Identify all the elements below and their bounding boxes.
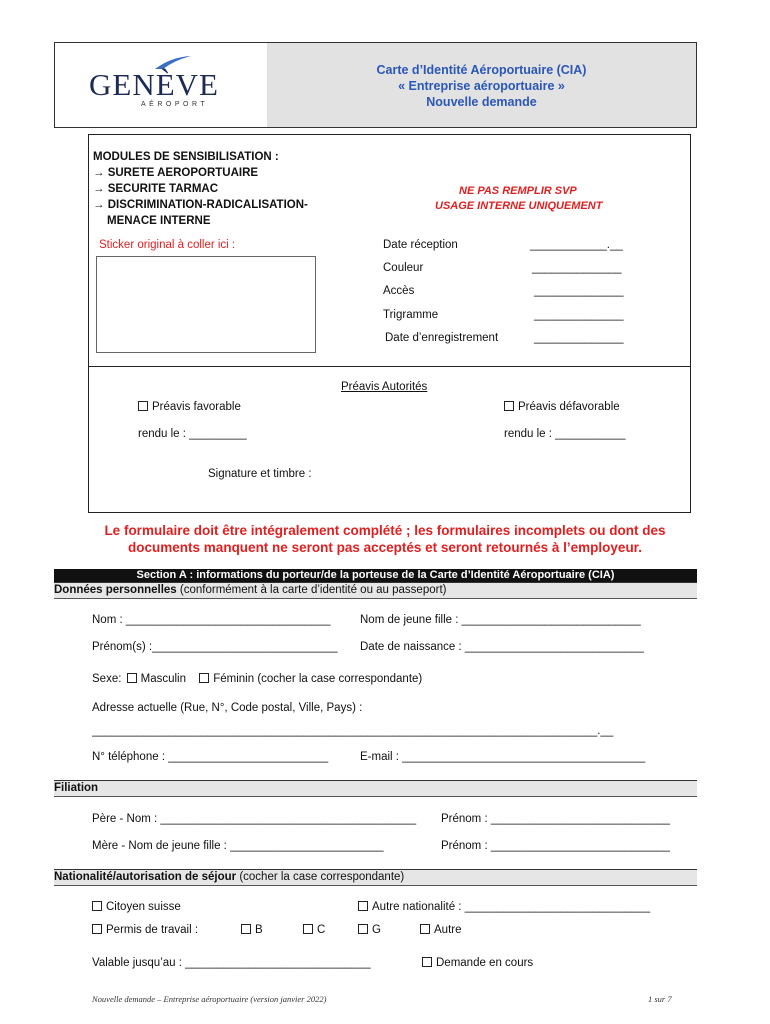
- adresse-field[interactable]: _______________________________________________________________________________.__: [92, 725, 614, 737]
- permis-c-option: C: [303, 924, 325, 936]
- admin-field-blank: ______________: [534, 285, 624, 297]
- internal-note-1: NE PAS REMPLIR SVP: [459, 185, 577, 197]
- prenoms-field[interactable]: Prénom(s) :_____________________________: [92, 641, 338, 653]
- warning-line-1: Le formulaire doit être intégralement complété ; les formulaires incomplets ou dont des: [104, 523, 666, 538]
- section-a-title: Section A : informations du porteur/de la porteuse de la Carte d’Identité Aéroportuaire (CIA): [54, 569, 697, 582]
- module-item-1: → SURETE AEROPORTUAIRE: [93, 167, 259, 179]
- module-item-3: → DISCRIMINATION-RADICALISATION-: [93, 199, 308, 211]
- preavis-favorable: Préavis favorable: [138, 401, 241, 413]
- checkbox-permis[interactable]: [92, 924, 102, 934]
- admin-field-blank: ______________: [534, 332, 624, 344]
- date-naissance-field[interactable]: Date de naissance : ____________________________: [360, 641, 644, 653]
- preavis-defavorable: Préavis défavorable: [504, 401, 620, 413]
- warning-line-2: documents manquent ne seront pas acceptés et seront retournés à l’employeur.: [128, 540, 642, 555]
- pere-prenom-field[interactable]: Prénom : ____________________________: [441, 813, 670, 825]
- logo-subtitle: AÉROPORT: [141, 101, 209, 108]
- adresse-label: Adresse actuelle (Rue, N°, Code postal, Ville, Pays) :: [92, 702, 363, 714]
- rendu-le-left[interactable]: rendu le : _________: [138, 428, 247, 440]
- admin-field-label: Date réception: [383, 239, 458, 251]
- pere-nom-field[interactable]: Père - Nom : ________________________________________: [92, 813, 417, 825]
- permis-option: Permis de travail :: [92, 924, 198, 936]
- permis-b-option: B: [241, 924, 263, 936]
- email-field[interactable]: E-mail : ______________________________________: [360, 751, 646, 763]
- footer-left: Nouvelle demande – Entreprise aéroportuaire (version janvier 2022): [92, 994, 327, 1004]
- nom-field[interactable]: Nom : ________________________________: [92, 614, 331, 626]
- telephone-field[interactable]: N° téléphone : _________________________: [92, 751, 329, 763]
- internal-use-box: [88, 134, 691, 513]
- checkbox[interactable]: [138, 401, 148, 411]
- admin-field-blank: ______________: [532, 262, 622, 274]
- filiation-subhead: Filiation: [54, 780, 697, 797]
- checkbox-feminin[interactable]: [199, 673, 209, 683]
- title-cell: [267, 43, 696, 127]
- demande-en-cours-option: Demande en cours: [422, 957, 533, 969]
- admin-field-blank: ______________: [534, 309, 624, 321]
- checkbox-masculin[interactable]: [127, 673, 137, 683]
- checkbox-autre-permis[interactable]: [420, 924, 430, 934]
- module-item-3b: MENACE INTERNE: [107, 215, 211, 227]
- mere-nom-field[interactable]: Mère - Nom de jeune fille : ________________________: [92, 840, 384, 852]
- modules-heading: MODULES DE SENSIBILISATION :: [93, 151, 279, 163]
- box-divider: [89, 366, 690, 367]
- preavis-title: Préavis Autorités: [341, 381, 428, 393]
- completion-warning: [80, 522, 690, 556]
- admin-field-blank: ____________.__: [530, 239, 623, 251]
- checkbox-permis-g[interactable]: [358, 924, 368, 934]
- internal-note-2: USAGE INTERNE UNIQUEMENT: [435, 200, 603, 212]
- checkbox[interactable]: [504, 401, 514, 411]
- logo-cell: [55, 43, 268, 127]
- title-line-2: « Entreprise aéroportuaire »: [398, 79, 565, 93]
- permis-g-option: G: [358, 924, 381, 936]
- admin-field-label: Date d’enregistrement: [385, 332, 499, 344]
- page-number: 1 sur 7: [648, 994, 672, 1004]
- form-header: [54, 42, 697, 128]
- checkbox-autre-nationalite[interactable]: [358, 901, 368, 911]
- rendu-le-right[interactable]: rendu le : ___________: [504, 428, 626, 440]
- signature-label: Signature et timbre :: [208, 468, 312, 480]
- citoyen-suisse-option: Citoyen suisse: [92, 901, 181, 913]
- autre-nationalite-option: Autre nationalité : _____________________________: [358, 901, 650, 913]
- sticker-area: [96, 256, 316, 353]
- personal-data-subhead: Données personnelles (conformément à la carte d’identité ou au passeport): [54, 582, 697, 599]
- admin-field-label: Trigramme: [383, 309, 439, 321]
- nom-jeune-fille-field[interactable]: Nom de jeune fille : ____________________________: [360, 614, 641, 626]
- valable-field[interactable]: Valable jusqu’au : _____________________________: [92, 957, 371, 969]
- checkbox-permis-b[interactable]: [241, 924, 251, 934]
- admin-field-label: Accès: [383, 285, 415, 297]
- autre-permis-option: Autre: [420, 924, 462, 936]
- module-item-2: → SECURITE TARMAC: [93, 183, 219, 195]
- nationalite-subhead: Nationalité/autorisation de séjour (cocher la case correspondante): [54, 869, 697, 886]
- sexe-row: Sexe: Masculin Féminin (cocher la case correspondante): [92, 673, 423, 685]
- sticker-label: Sticker original à coller ici :: [99, 239, 236, 251]
- checkbox-permis-c[interactable]: [303, 924, 313, 934]
- title-line-1: Carte d’Identité Aéroportuaire (CIA): [376, 63, 587, 77]
- logo-word: GENÈVE: [89, 67, 219, 102]
- title-line-3: Nouvelle demande: [426, 95, 537, 109]
- mere-prenom-field[interactable]: Prénom : ____________________________: [441, 840, 670, 852]
- admin-field-label: Couleur: [383, 262, 424, 274]
- checkbox-demande-en-cours[interactable]: [422, 957, 432, 967]
- checkbox-citoyen-suisse[interactable]: [92, 901, 102, 911]
